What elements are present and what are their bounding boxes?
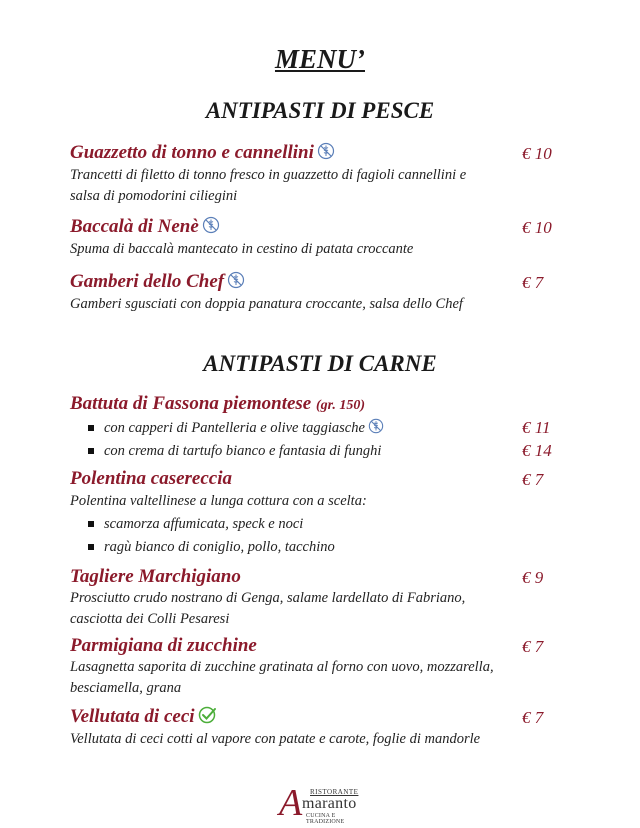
bullet-icon xyxy=(88,425,94,431)
price-guazzetto: € 10 xyxy=(522,144,552,163)
dish-polentina xyxy=(70,467,590,491)
bullet-icon xyxy=(88,448,94,454)
logo-letter: A xyxy=(279,782,303,824)
dish-description: Gamberi sgusciati con doppia panatura croccante, salsa dello Chef xyxy=(70,296,463,312)
gluten-free-icon xyxy=(227,271,245,289)
gluten-free-icon xyxy=(317,142,335,160)
option-item: con capperi di Pantelleria e olive taggiasche xyxy=(70,418,590,439)
bullet-icon xyxy=(88,544,94,550)
dish-quantity: (gr. 150) xyxy=(315,398,365,413)
logo-name: maranto xyxy=(302,795,357,812)
dish-name: Vellutata di ceci xyxy=(70,706,195,727)
dish-description: Prosciutto crudo nostrano di Genga, salame lardellato di Fabriano, xyxy=(70,590,466,606)
price-parmigiana: € 7 xyxy=(522,637,544,656)
dish-gamberi xyxy=(70,270,590,294)
dish-guazzetto xyxy=(70,141,590,165)
dish-baccala xyxy=(70,215,590,239)
dish-description: Lasagnetta saporita di zucchine gratinata al forno con uovo, mozzarella, xyxy=(70,659,494,675)
logo-top-text: RISTORANTE xyxy=(310,788,359,796)
price-battuta-2: € 14 xyxy=(522,441,552,460)
dish-name: Gamberi dello Chef xyxy=(70,271,225,292)
dish-name: Guazzetto di tonno e cannellini xyxy=(70,142,314,163)
dish-name: Battuta di Fassona piemontese xyxy=(70,393,312,414)
price-polentina: € 7 xyxy=(522,470,544,489)
dish-description: Vellutata di ceci cotti al vapore con patate e carote, foglie di mandorle xyxy=(70,731,481,747)
option-item: con crema di tartufo bianco e fantasia di funghi xyxy=(70,441,590,462)
dish-parmigiana xyxy=(70,634,590,658)
price-battuta-1: € 11 xyxy=(522,418,551,437)
menu-title: MENU’ xyxy=(274,44,365,74)
section-heading-carne: ANTIPASTI DI CARNE xyxy=(203,351,437,376)
dish-name: Tagliere Marchigiano xyxy=(70,566,241,587)
bullet-icon xyxy=(88,521,94,527)
dish-description: Trancetti di filetto di tonno fresco in guazzetto di fagioli cannellini e xyxy=(70,167,467,183)
gluten-free-icon xyxy=(202,216,220,234)
logo-tagline: CUCINA E TRADIZIONE xyxy=(306,813,345,825)
dish-description: Polentina valtellinese a lunga cottura con a scelta: xyxy=(70,493,367,509)
dish-name: Baccalà di Nenè xyxy=(70,216,199,237)
dish-name: Polentina casereccia xyxy=(70,468,232,489)
price-baccala: € 10 xyxy=(522,218,552,237)
dish-description: Spuma di baccalà mantecato in cestino di patata croccante xyxy=(70,241,414,257)
dish-battuta xyxy=(70,392,590,418)
dish-description: salsa di pomodorini ciliegini xyxy=(70,188,238,204)
dish-tagliere xyxy=(70,565,590,589)
price-gamberi: € 7 xyxy=(522,273,544,292)
gluten-free-icon xyxy=(368,418,384,434)
section-heading-pesce: ANTIPASTI DI PESCE xyxy=(205,98,435,123)
dish-vellutata xyxy=(70,705,590,729)
option-item: ragù bianco di coniglio, pollo, tacchino xyxy=(70,537,590,558)
dish-name: Parmigiana di zucchine xyxy=(70,635,257,656)
dish-description: besciamella, grana xyxy=(70,680,182,696)
dish-description: casciotta dei Colli Pesaresi xyxy=(70,611,230,627)
price-tagliere: € 9 xyxy=(522,568,544,587)
price-vellutata: € 7 xyxy=(522,708,544,727)
restaurant-logo xyxy=(276,782,372,825)
option-item: scamorza affumicata, speck e noci xyxy=(70,514,590,535)
vegan-icon xyxy=(198,706,218,724)
